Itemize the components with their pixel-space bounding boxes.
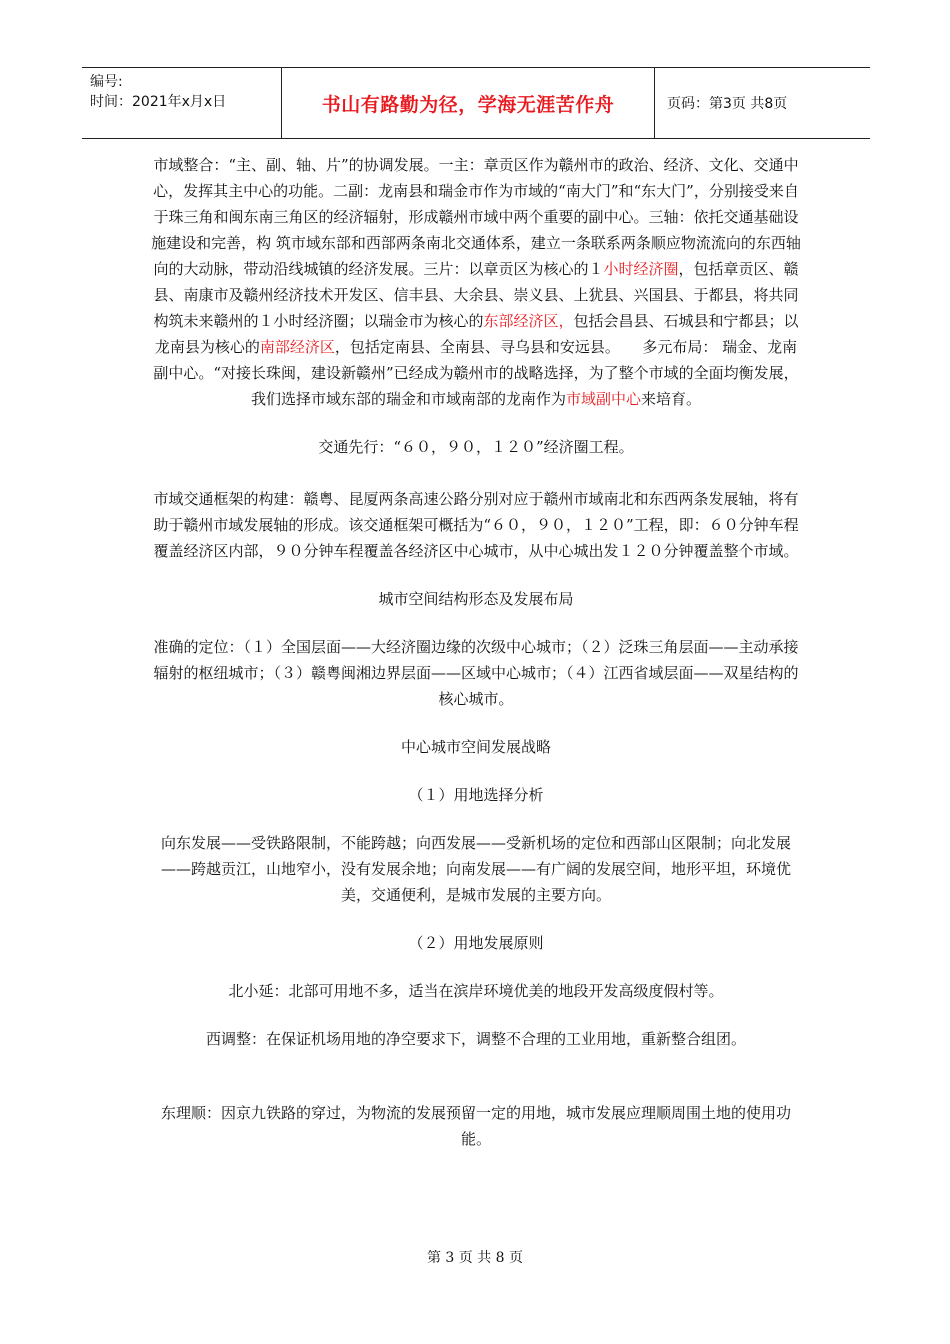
paragraph-development-directions: 向东发展——受铁路限制，不能跨越；向西发展——受新机场的定位和西部山区限制；向北发展——跨越贡江，山地窄小，没有发展余地；向南发展——有广阔的发展空间，地形平坦，环境优美，交通便利，是城市发展的主要方向。: [160, 834, 791, 904]
paragraph-west: 西调整：在保证机场用地的净空要求下，调整不合理的工业用地，重新整合组团。: [205, 1030, 746, 1048]
heading-central-city-strategy: 中心城市空间发展战略: [400, 738, 551, 756]
document-time: 时间：2021年x月x日: [90, 94, 227, 110]
heading-land-principles: （２）用地发展原则: [408, 934, 544, 952]
header-motto: 书山有路勤为径，学海无涯苦作舟: [282, 68, 655, 138]
text-run: 市域整合：“主、副、轴、片”的协调发展。一主：章贡区作为赣州市的政治、经济、文化、交通中心，发挥其主中心的功能。二副：龙南县和瑞金市作为市域的“南大门”和“东大门”，分别接受来自于珠三角和闽东南三角区的经济辐射，形成赣州市域中两个重要的副中心。三轴：依托交通基础设施建设和完善，构 筑市域东部和西部两条南北交通体系，建立一条联系两条顺应物流流向的东西轴向的大动脉，带动沿线城镇的经济发展。三片：以章贡区为核心的１: [151, 156, 801, 278]
paragraph-east: 东理顺：因京九铁路的穿过，为物流的发展预留一定的用地，城市发展应理顺周围土地的使用功能。: [160, 1104, 791, 1148]
paragraph-transport-first: 交通先行：“６０，９０，１２０”经济圈工程。: [318, 438, 634, 456]
paragraph-transport-framework: 市域交通框架的构建：赣粤、昆厦两条高速公路分别对应于赣州市域南北和东西两条发展轴，将有助于赣州市域发展轴的形成。该交通框架可概括为“６０，９０，１２０”工程，即：６０分钟车程覆盖经济区内部，９０分钟车程覆盖各经济区中心城市，从中心城出发１２０分钟覆盖整个市域。: [153, 490, 799, 560]
paragraph-positioning: 准确的定位：（１）全国层面——大经济圈边缘的次级中心城市；（２）泛珠三角层面——主动承接辐射的枢纽城市；（３）赣粤闽湘边界层面——区域中心城市；（４）江西省域层面——双星结构的核心城市。: [153, 638, 799, 708]
document-number-label: 编号:: [90, 74, 123, 90]
page-footer: 第 3 页 共 8 页: [426, 1250, 524, 1266]
highlight-south-economic-zone: 南部经济区: [259, 338, 335, 356]
text-run: ，包括定南县、全南县、寻乌县和安远县。 多元布局： 瑞金、龙南副中心。“对接长珠闽，建设新赣州”已经成为赣州市的战略选择，为了整个市域的全面均衡发展，我们选择市域东部的瑞金和市域南部的龙南作为: [153, 338, 799, 408]
heading-spatial-structure: 城市空间结构形态及发展布局: [378, 590, 574, 608]
text-run: 来培育。: [641, 390, 702, 408]
paragraph-regional-integration: [150, 152, 802, 412]
header-table: [82, 67, 870, 139]
highlight-sub-center: 市域副中心: [565, 390, 641, 408]
heading-land-selection: （１）用地选择分析: [408, 786, 544, 804]
header-page-info: 页码：第3页 共8页: [667, 96, 788, 112]
highlight-one-hour-circle: 小时经济圈: [603, 260, 679, 278]
document-body: [150, 152, 802, 1152]
highlight-east-economic-zone: 东部经济区，: [483, 312, 574, 330]
header-left-cell: [82, 68, 282, 138]
paragraph-north: 北小延：北部可用地不多，适当在滨岸环境优美的地段开发高级度假村等。: [228, 982, 724, 1000]
text-run: 包括会昌县、石城县和宁都县；以龙南县为核心的: [154, 312, 799, 356]
text-run: ，包括章贡区、赣县、南康市及赣州经济技术开发区、信丰县、大余县、崇义县、上犹县、兴国县、于都县，将共同构筑未来赣州的１小时经济圈；以瑞金市为核心的: [153, 260, 799, 330]
